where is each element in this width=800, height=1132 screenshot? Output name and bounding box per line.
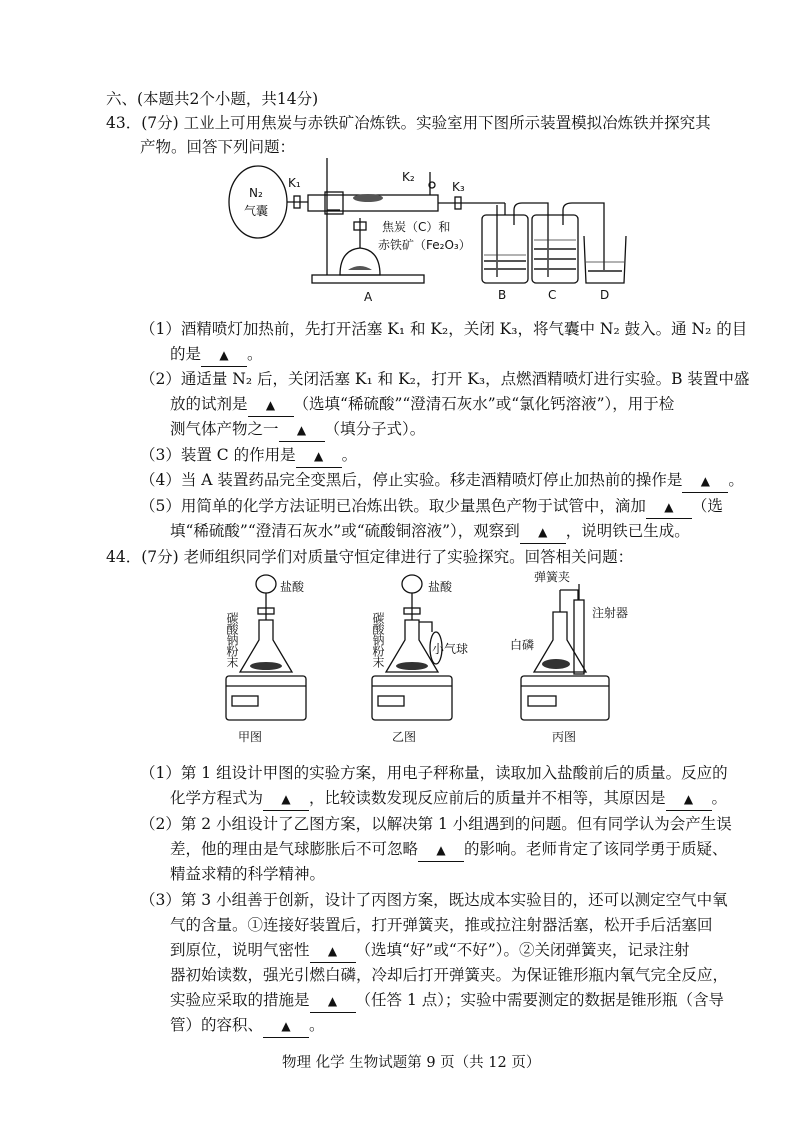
q44-p3-line3: 到原位，说明气密性 ▲ （选填“好”或“不好”）。②关闭弹簧夹，记录注射 [170, 939, 689, 963]
gas-bag-label: 气囊 [244, 204, 269, 218]
q43-p3: （3）装置 C 的作用是 ▲ 。 [140, 444, 357, 468]
answer-blank[interactable]: ▲ [248, 393, 294, 417]
clip-label: 弹簧夹 [534, 570, 571, 584]
balloon-label: 小气球 [432, 642, 469, 656]
apparatus-d-label: D [600, 288, 610, 302]
fig-yi-label: 乙图 [392, 730, 417, 744]
hcl-label-jia: 盐酸 [280, 580, 305, 594]
q43-p4: （4）当 A 装置药品完全变黑后，停止实验。移走酒精喷灯停止加热前的操作是 ▲ 。 [140, 469, 744, 493]
answer-blank[interactable]: ▲ [646, 495, 692, 519]
powder-label-jia: 碳酸钠粉末 [225, 612, 239, 667]
answer-blank[interactable]: ▲ [682, 469, 728, 493]
q44-p3-line1: （3）第 3 小组善于创新，设计了丙图方案，既达成本实验目的，还可以测定空气中氧 [140, 891, 728, 909]
ore-label: 赤铁矿（Fe₂O₃） [378, 238, 471, 252]
answer-blank[interactable]: ▲ [310, 939, 356, 963]
q44-p2-line3: 精益求精的科学精神。 [170, 865, 326, 883]
q44-p3-line5: 实验应采取的措施是 ▲ （任答 1 点）；实验中需要测定的数据是锥形瓶（含导 [170, 989, 724, 1013]
k1-label: K₁ [288, 176, 301, 190]
apparatus-a-label: A [364, 290, 373, 304]
answer-blank[interactable]: ▲ [296, 444, 342, 468]
q43-p1-line2: 的是 ▲ 。 [170, 343, 263, 367]
q44-p3-line4: 器初始读数，强光引燃白磷，冷却后打开弹簧夹。为保证锥形瓶内氧气完全反应， [170, 966, 729, 984]
q44-p3-line2: 气的含量。①连接好装置后，打开弹簧夹，推或拉注射器活塞，松开手后活塞回 [170, 916, 713, 934]
white-phosphorus-label: 白磷 [510, 638, 535, 652]
answer-blank[interactable]: ▲ [310, 989, 356, 1013]
answer-blank[interactable]: ▲ [263, 787, 309, 811]
k2-label: K₂ [402, 170, 415, 184]
q43-p5-line1: （5）用简单的化学方法证明已冶炼出铁。取少量黑色产物于试管中，滴加 ▲ （选 [140, 495, 723, 519]
apparatus-b-label: B [498, 288, 507, 302]
answer-blank[interactable]: ▲ [666, 787, 712, 811]
q43-line1: 43．(7分) 工业上可用焦炭与赤铁矿冶炼铁。实验室用下图所示装置模拟冶炼铁并探究其 [106, 114, 711, 132]
q44-p1-line2: 化学方程式为 ▲ ，比较读数发现反应前后的质量并不相等，其原因是 ▲ 。 [170, 787, 727, 811]
q43-p2-line2: 放的试剂是 ▲ （选填“稀硫酸”“澄清石灰水”或“氯化钙溶液”），用于检 [170, 393, 674, 417]
answer-blank[interactable]: ▲ [418, 838, 464, 862]
k3-label: K₃ [452, 180, 465, 194]
q44-line1: 44．(7分) 老师组织同学们对质量守恒定律进行了实验探究。回答相关问题： [106, 548, 634, 566]
hcl-label-yi: 盐酸 [428, 580, 453, 594]
q43-p5-line2: 填“稀硫酸”“澄清石灰水”或“硫酸铜溶液”），观察到 ▲ ，说明铁已生成。 [170, 520, 690, 544]
fig-jia-label: 甲图 [238, 730, 263, 744]
powder-label-yi: 碳酸钠粉末 [371, 612, 385, 667]
q44-p2-line2: 差，他的理由是气球膨胀后不可忽略 ▲ 的影响。老师肯定了该同学勇于质疑、 [170, 838, 728, 862]
section-title: 六、(本题共2个小题，共14分) [106, 90, 319, 108]
answer-blank[interactable]: ▲ [263, 1014, 309, 1038]
n2-label: N₂ [249, 186, 263, 200]
q43-p1-line1: （1）酒精喷灯加热前，先打开活塞 K₁ 和 K₂，关闭 K₃，将气囊中 N₂ 鼓入。通 N₂ 的目 [140, 320, 748, 338]
syringe-label: 注射器 [592, 606, 629, 620]
fig-bing-label: 丙图 [552, 730, 577, 744]
q44-p3-line6: 管）的容积、 ▲ 。 [170, 1014, 325, 1038]
answer-blank[interactable]: ▲ [279, 418, 325, 442]
answer-blank[interactable]: ▲ [520, 520, 566, 544]
coke-label: 焦炭（C）和 [382, 220, 451, 234]
apparatus-c-label: C [548, 288, 557, 302]
answer-blank[interactable]: ▲ [201, 343, 247, 367]
q44-p1-line1: （1）第 1 组设计甲图的实验方案，用电子秤称量，读取加入盐酸前后的质量。反应的 [140, 764, 728, 782]
q43-p2-line3: 测气体产物之一 ▲ （填分子式）。 [170, 418, 425, 442]
q43-line2: 产物。回答下列问题： [140, 138, 296, 156]
q44-p2-line1: （2）第 2 小组设计了乙图方案，以解决第 1 小组遇到的问题。但有同学认为会产生误 [140, 815, 732, 833]
page-footer: 物理 化学 生物试题第 9 页（共 12 页） [282, 1055, 541, 1071]
q43-p2-line1: （2）通适量 N₂ 后，关闭活塞 K₁ 和 K₂，打开 K₃，点燃酒精喷灯进行实验。B 装置中盛 [140, 370, 750, 388]
